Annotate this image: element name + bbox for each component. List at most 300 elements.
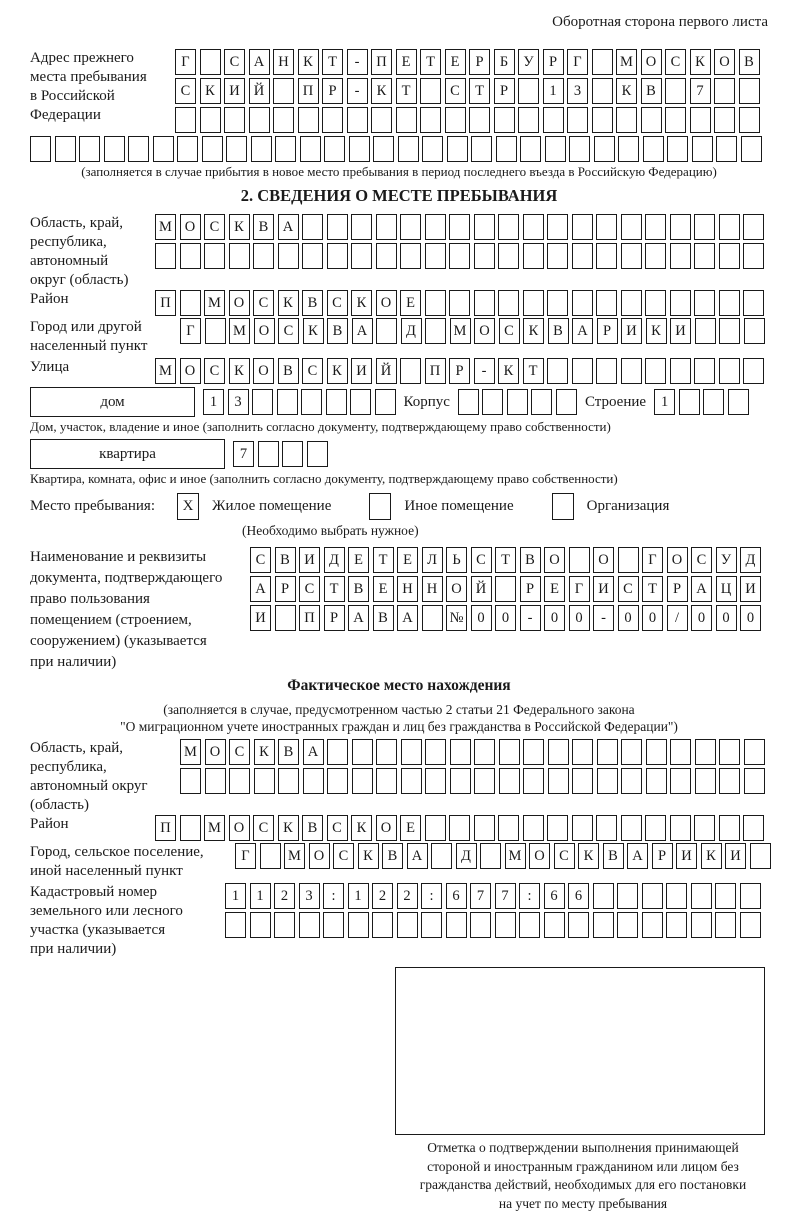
char-cell[interactable]: [523, 739, 544, 765]
char-cell[interactable]: [645, 290, 666, 316]
char-cell[interactable]: [420, 78, 441, 104]
char-cell[interactable]: [593, 883, 614, 909]
char-cell[interactable]: [482, 389, 503, 415]
char-cell[interactable]: [518, 107, 539, 133]
char-cell[interactable]: В: [302, 815, 323, 841]
char-cell[interactable]: К: [690, 49, 711, 75]
char-cell[interactable]: [739, 107, 760, 133]
char-cell[interactable]: [273, 107, 294, 133]
char-cell[interactable]: В: [603, 843, 624, 869]
char-cell[interactable]: [569, 136, 590, 162]
char-cell[interactable]: [226, 136, 247, 162]
char-cell[interactable]: [548, 768, 569, 794]
char-cell[interactable]: [494, 107, 515, 133]
char-cell[interactable]: 0: [740, 605, 761, 631]
char-cell[interactable]: [621, 243, 642, 269]
char-cell[interactable]: Т: [420, 49, 441, 75]
char-cell[interactable]: 0: [471, 605, 492, 631]
char-cell[interactable]: К: [327, 358, 348, 384]
char-cell[interactable]: [544, 912, 565, 938]
char-cell[interactable]: О: [254, 318, 275, 344]
char-cell[interactable]: С: [224, 49, 245, 75]
char-cell[interactable]: К: [229, 358, 250, 384]
char-cell[interactable]: [594, 136, 615, 162]
stay-type-checkbox[interactable]: [369, 493, 391, 520]
char-cell[interactable]: Г: [569, 576, 590, 602]
char-cell[interactable]: П: [371, 49, 392, 75]
char-cell[interactable]: [153, 136, 174, 162]
char-cell[interactable]: [204, 243, 225, 269]
char-cell[interactable]: М: [155, 358, 176, 384]
char-cell[interactable]: [480, 843, 501, 869]
char-cell[interactable]: Т: [495, 547, 516, 573]
char-cell[interactable]: Г: [235, 843, 256, 869]
char-cell[interactable]: [692, 136, 713, 162]
char-cell[interactable]: [666, 912, 687, 938]
char-cell[interactable]: [719, 358, 740, 384]
char-cell[interactable]: [665, 78, 686, 104]
char-cell[interactable]: [743, 290, 764, 316]
char-cell[interactable]: [523, 815, 544, 841]
char-cell[interactable]: Р: [324, 605, 345, 631]
char-cell[interactable]: :: [323, 883, 344, 909]
char-cell[interactable]: [548, 739, 569, 765]
char-cell[interactable]: [474, 815, 495, 841]
char-cell[interactable]: [691, 912, 712, 938]
char-cell[interactable]: Н: [273, 49, 294, 75]
char-cell[interactable]: [568, 912, 589, 938]
char-cell[interactable]: И: [224, 78, 245, 104]
char-cell[interactable]: О: [180, 214, 201, 240]
char-cell[interactable]: [496, 136, 517, 162]
char-cell[interactable]: [667, 136, 688, 162]
char-cell[interactable]: [592, 78, 613, 104]
char-cell[interactable]: [375, 389, 396, 415]
char-cell[interactable]: [449, 243, 470, 269]
char-cell[interactable]: -: [474, 358, 495, 384]
char-cell[interactable]: 1: [250, 883, 271, 909]
char-cell[interactable]: [302, 214, 323, 240]
char-cell[interactable]: [621, 290, 642, 316]
char-cell[interactable]: -: [347, 78, 368, 104]
char-cell[interactable]: [714, 78, 735, 104]
char-cell[interactable]: [523, 768, 544, 794]
char-cell[interactable]: [495, 576, 516, 602]
char-cell[interactable]: П: [425, 358, 446, 384]
char-cell[interactable]: [371, 107, 392, 133]
char-cell[interactable]: О: [593, 547, 614, 573]
char-cell[interactable]: [349, 136, 370, 162]
char-cell[interactable]: [400, 243, 421, 269]
char-cell[interactable]: [694, 243, 715, 269]
char-cell[interactable]: С: [499, 318, 520, 344]
char-cell[interactable]: [547, 290, 568, 316]
char-cell[interactable]: [572, 243, 593, 269]
char-cell[interactable]: Т: [324, 576, 345, 602]
char-cell[interactable]: [691, 883, 712, 909]
char-cell[interactable]: [572, 290, 593, 316]
char-cell[interactable]: [200, 107, 221, 133]
char-cell[interactable]: И: [725, 843, 746, 869]
char-cell[interactable]: Й: [376, 358, 397, 384]
char-cell[interactable]: А: [691, 576, 712, 602]
char-cell[interactable]: [507, 389, 528, 415]
stay-type-checkbox[interactable]: [552, 493, 574, 520]
char-cell[interactable]: [597, 768, 618, 794]
char-cell[interactable]: [298, 107, 319, 133]
char-cell[interactable]: [253, 243, 274, 269]
char-cell[interactable]: [740, 883, 761, 909]
char-cell[interactable]: [471, 136, 492, 162]
char-cell[interactable]: [645, 815, 666, 841]
char-cell[interactable]: [556, 389, 577, 415]
char-cell[interactable]: [326, 389, 347, 415]
char-cell[interactable]: К: [358, 843, 379, 869]
char-cell[interactable]: [739, 78, 760, 104]
char-cell[interactable]: [301, 389, 322, 415]
char-cell[interactable]: Е: [445, 49, 466, 75]
char-cell[interactable]: [695, 768, 716, 794]
char-cell[interactable]: [597, 739, 618, 765]
char-cell[interactable]: [397, 912, 418, 938]
char-cell[interactable]: [596, 214, 617, 240]
char-cell[interactable]: Ц: [716, 576, 737, 602]
char-cell[interactable]: Д: [740, 547, 761, 573]
char-cell[interactable]: [224, 107, 245, 133]
char-cell[interactable]: [249, 107, 270, 133]
char-cell[interactable]: 7: [690, 78, 711, 104]
char-cell[interactable]: К: [351, 815, 372, 841]
char-cell[interactable]: [715, 912, 736, 938]
char-cell[interactable]: [458, 389, 479, 415]
char-cell[interactable]: Г: [175, 49, 196, 75]
char-cell[interactable]: [422, 605, 443, 631]
char-cell[interactable]: О: [446, 576, 467, 602]
char-cell[interactable]: [670, 358, 691, 384]
char-cell[interactable]: [690, 107, 711, 133]
char-cell[interactable]: А: [348, 605, 369, 631]
char-cell[interactable]: [200, 49, 221, 75]
char-cell[interactable]: Д: [401, 318, 422, 344]
char-cell[interactable]: [474, 243, 495, 269]
char-cell[interactable]: В: [373, 605, 394, 631]
char-cell[interactable]: 3: [299, 883, 320, 909]
char-cell[interactable]: 3: [228, 389, 249, 415]
char-cell[interactable]: [327, 739, 348, 765]
char-cell[interactable]: [449, 214, 470, 240]
char-cell[interactable]: П: [298, 78, 319, 104]
char-cell[interactable]: Й: [471, 576, 492, 602]
char-cell[interactable]: К: [498, 358, 519, 384]
char-cell[interactable]: Н: [422, 576, 443, 602]
char-cell[interactable]: [300, 136, 321, 162]
char-cell[interactable]: [425, 739, 446, 765]
char-cell[interactable]: М: [180, 739, 201, 765]
char-cell[interactable]: И: [621, 318, 642, 344]
char-cell[interactable]: [618, 547, 639, 573]
char-cell[interactable]: [205, 318, 226, 344]
char-cell[interactable]: Н: [397, 576, 418, 602]
char-cell[interactable]: [593, 912, 614, 938]
char-cell[interactable]: [474, 214, 495, 240]
char-cell[interactable]: [155, 243, 176, 269]
char-cell[interactable]: [694, 290, 715, 316]
char-cell[interactable]: [743, 358, 764, 384]
char-cell[interactable]: [303, 768, 324, 794]
char-cell[interactable]: 1: [654, 389, 675, 415]
char-cell[interactable]: [277, 389, 298, 415]
char-cell[interactable]: О: [474, 318, 495, 344]
char-cell[interactable]: С: [204, 214, 225, 240]
char-cell[interactable]: [420, 107, 441, 133]
char-cell[interactable]: [175, 107, 196, 133]
char-cell[interactable]: [498, 290, 519, 316]
char-cell[interactable]: [572, 815, 593, 841]
char-cell[interactable]: К: [254, 739, 275, 765]
char-cell[interactable]: [474, 768, 495, 794]
char-cell[interactable]: Т: [642, 576, 663, 602]
char-cell[interactable]: [645, 243, 666, 269]
char-cell[interactable]: [572, 739, 593, 765]
char-cell[interactable]: [275, 605, 296, 631]
char-cell[interactable]: №: [446, 605, 467, 631]
char-cell[interactable]: Е: [544, 576, 565, 602]
char-cell[interactable]: М: [284, 843, 305, 869]
char-cell[interactable]: [719, 318, 740, 344]
char-cell[interactable]: П: [155, 815, 176, 841]
char-cell[interactable]: [744, 318, 765, 344]
char-cell[interactable]: [592, 107, 613, 133]
char-cell[interactable]: И: [299, 547, 320, 573]
char-cell[interactable]: Е: [396, 49, 417, 75]
char-cell[interactable]: М: [155, 214, 176, 240]
char-cell[interactable]: [621, 214, 642, 240]
char-cell[interactable]: [547, 815, 568, 841]
char-cell[interactable]: [645, 214, 666, 240]
char-cell[interactable]: [251, 136, 272, 162]
char-cell[interactable]: Г: [180, 318, 201, 344]
char-cell[interactable]: С: [278, 318, 299, 344]
char-cell[interactable]: [572, 358, 593, 384]
char-cell[interactable]: К: [578, 843, 599, 869]
char-cell[interactable]: П: [299, 605, 320, 631]
char-cell[interactable]: С: [691, 547, 712, 573]
char-cell[interactable]: С: [253, 815, 274, 841]
char-cell[interactable]: 0: [618, 605, 639, 631]
char-cell[interactable]: И: [740, 576, 761, 602]
char-cell[interactable]: [348, 912, 369, 938]
char-cell[interactable]: 0: [691, 605, 712, 631]
char-cell[interactable]: Р: [469, 49, 490, 75]
char-cell[interactable]: В: [302, 290, 323, 316]
char-cell[interactable]: [421, 912, 442, 938]
char-cell[interactable]: [719, 243, 740, 269]
char-cell[interactable]: О: [376, 290, 397, 316]
char-cell[interactable]: [396, 107, 417, 133]
char-cell[interactable]: [351, 243, 372, 269]
char-cell[interactable]: [719, 290, 740, 316]
char-cell[interactable]: 1: [543, 78, 564, 104]
char-cell[interactable]: [719, 815, 740, 841]
char-cell[interactable]: 2: [372, 883, 393, 909]
char-cell[interactable]: [694, 358, 715, 384]
char-cell[interactable]: [352, 739, 373, 765]
char-cell[interactable]: [621, 739, 642, 765]
char-cell[interactable]: [376, 768, 397, 794]
char-cell[interactable]: [714, 107, 735, 133]
char-cell[interactable]: [104, 136, 125, 162]
char-cell[interactable]: С: [471, 547, 492, 573]
char-cell[interactable]: [499, 768, 520, 794]
char-cell[interactable]: В: [548, 318, 569, 344]
char-cell[interactable]: [425, 815, 446, 841]
char-cell[interactable]: [744, 739, 765, 765]
char-cell[interactable]: [750, 843, 771, 869]
char-cell[interactable]: Д: [456, 843, 477, 869]
char-cell[interactable]: [592, 49, 613, 75]
char-cell[interactable]: Г: [567, 49, 588, 75]
char-cell[interactable]: [205, 768, 226, 794]
char-cell[interactable]: [425, 214, 446, 240]
char-cell[interactable]: В: [641, 78, 662, 104]
char-cell[interactable]: [498, 815, 519, 841]
char-cell[interactable]: Е: [400, 290, 421, 316]
char-cell[interactable]: Р: [275, 576, 296, 602]
char-cell[interactable]: [740, 912, 761, 938]
char-cell[interactable]: [450, 739, 471, 765]
char-cell[interactable]: 6: [568, 883, 589, 909]
char-cell[interactable]: 6: [446, 883, 467, 909]
char-cell[interactable]: [323, 912, 344, 938]
char-cell[interactable]: [617, 912, 638, 938]
char-cell[interactable]: А: [250, 576, 271, 602]
char-cell[interactable]: [260, 843, 281, 869]
char-cell[interactable]: [621, 815, 642, 841]
char-cell[interactable]: В: [275, 547, 296, 573]
char-cell[interactable]: Й: [249, 78, 270, 104]
char-cell[interactable]: [616, 107, 637, 133]
char-cell[interactable]: [350, 389, 371, 415]
char-cell[interactable]: О: [180, 358, 201, 384]
char-cell[interactable]: Е: [348, 547, 369, 573]
char-cell[interactable]: 1: [225, 883, 246, 909]
char-cell[interactable]: В: [739, 49, 760, 75]
char-cell[interactable]: [596, 243, 617, 269]
char-cell[interactable]: Ь: [446, 547, 467, 573]
char-cell[interactable]: [278, 243, 299, 269]
char-cell[interactable]: 0: [716, 605, 737, 631]
char-cell[interactable]: [642, 883, 663, 909]
char-cell[interactable]: /: [667, 605, 688, 631]
char-cell[interactable]: 7: [233, 441, 254, 467]
char-cell[interactable]: О: [529, 843, 550, 869]
char-cell[interactable]: [299, 912, 320, 938]
char-cell[interactable]: [376, 243, 397, 269]
char-cell[interactable]: С: [250, 547, 271, 573]
char-cell[interactable]: [495, 912, 516, 938]
char-cell[interactable]: [694, 214, 715, 240]
char-cell[interactable]: К: [229, 214, 250, 240]
char-cell[interactable]: [474, 739, 495, 765]
char-cell[interactable]: Р: [322, 78, 343, 104]
char-cell[interactable]: [376, 214, 397, 240]
char-cell[interactable]: С: [665, 49, 686, 75]
char-cell[interactable]: [250, 912, 271, 938]
char-cell[interactable]: О: [229, 290, 250, 316]
char-cell[interactable]: В: [348, 576, 369, 602]
char-cell[interactable]: [743, 243, 764, 269]
char-cell[interactable]: -: [593, 605, 614, 631]
char-cell[interactable]: [719, 214, 740, 240]
char-cell[interactable]: [446, 912, 467, 938]
char-cell[interactable]: В: [278, 358, 299, 384]
char-cell[interactable]: [177, 136, 198, 162]
char-cell[interactable]: [646, 768, 667, 794]
char-cell[interactable]: [450, 768, 471, 794]
char-cell[interactable]: [694, 815, 715, 841]
char-cell[interactable]: К: [351, 290, 372, 316]
char-cell[interactable]: [425, 243, 446, 269]
char-cell[interactable]: А: [627, 843, 648, 869]
char-cell[interactable]: В: [253, 214, 274, 240]
char-cell[interactable]: М: [229, 318, 250, 344]
char-cell[interactable]: Т: [523, 358, 544, 384]
char-cell[interactable]: О: [229, 815, 250, 841]
char-cell[interactable]: С: [253, 290, 274, 316]
char-cell[interactable]: [30, 136, 51, 162]
char-cell[interactable]: [670, 815, 691, 841]
char-cell[interactable]: [322, 107, 343, 133]
char-cell[interactable]: [55, 136, 76, 162]
char-cell[interactable]: Д: [324, 547, 345, 573]
char-cell[interactable]: [376, 739, 397, 765]
char-cell[interactable]: [327, 214, 348, 240]
char-cell[interactable]: К: [298, 49, 319, 75]
char-cell[interactable]: [474, 290, 495, 316]
char-cell[interactable]: [274, 912, 295, 938]
char-cell[interactable]: [741, 136, 762, 162]
char-cell[interactable]: [519, 912, 540, 938]
char-cell[interactable]: М: [616, 49, 637, 75]
char-cell[interactable]: [229, 768, 250, 794]
char-cell[interactable]: С: [204, 358, 225, 384]
char-cell[interactable]: [128, 136, 149, 162]
char-cell[interactable]: 1: [348, 883, 369, 909]
char-cell[interactable]: -: [520, 605, 541, 631]
char-cell[interactable]: [302, 243, 323, 269]
char-cell[interactable]: [469, 107, 490, 133]
char-cell[interactable]: И: [250, 605, 271, 631]
char-cell[interactable]: Б: [494, 49, 515, 75]
char-cell[interactable]: [400, 214, 421, 240]
char-cell[interactable]: А: [249, 49, 270, 75]
char-cell[interactable]: [79, 136, 100, 162]
char-cell[interactable]: [400, 358, 421, 384]
char-cell[interactable]: Р: [652, 843, 673, 869]
char-cell[interactable]: [567, 107, 588, 133]
char-cell[interactable]: [180, 768, 201, 794]
char-cell[interactable]: 7: [470, 883, 491, 909]
char-cell[interactable]: Е: [400, 815, 421, 841]
char-cell[interactable]: [621, 358, 642, 384]
char-cell[interactable]: [719, 768, 740, 794]
char-cell[interactable]: О: [714, 49, 735, 75]
char-cell[interactable]: [665, 107, 686, 133]
char-cell[interactable]: 6: [544, 883, 565, 909]
char-cell[interactable]: [180, 290, 201, 316]
char-cell[interactable]: С: [327, 290, 348, 316]
char-cell[interactable]: Р: [667, 576, 688, 602]
